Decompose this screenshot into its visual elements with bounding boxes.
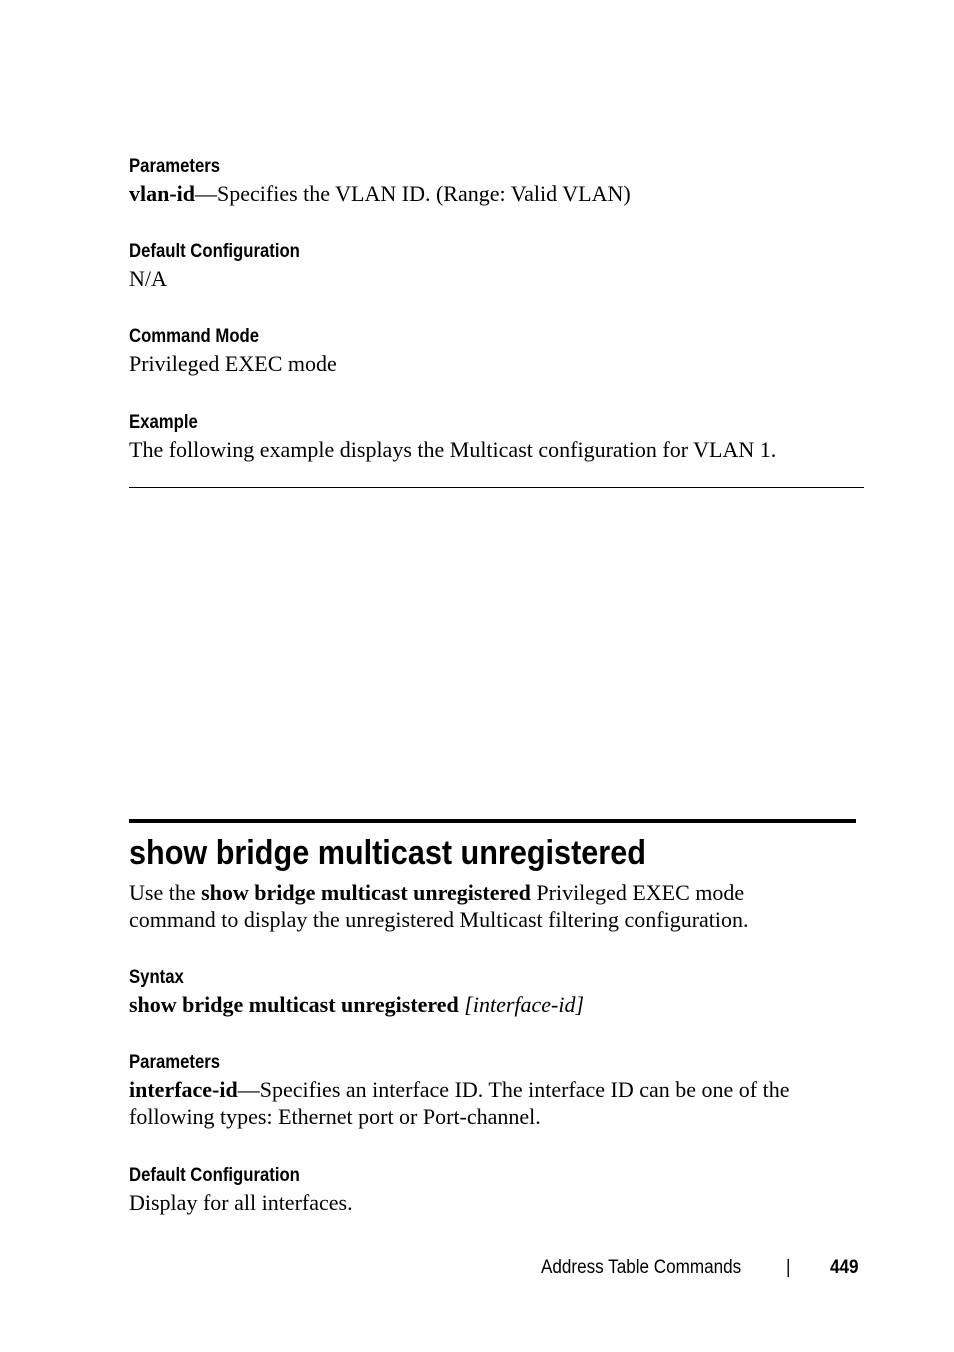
default-configuration-text: N/A [129,266,167,291]
example-divider [129,487,864,488]
parameter-name: vlan-id [129,181,196,206]
intro-command: show bridge multicast unregistered [201,880,531,905]
section-default-heading: Default Configuration [129,1165,300,1186]
default-configuration-heading: Default Configuration [129,241,300,262]
syntax-heading: Syntax [129,967,184,988]
section-top-rule [129,819,856,823]
section-default-text: Display for all interfaces. [129,1190,353,1215]
section-parameters-heading: Parameters [129,1052,221,1073]
section-title: show bridge multicast unregistered [129,834,646,872]
parameter-description: —Specifies the VLAN ID. (Range: Valid VLAN) [195,181,631,206]
parameters-heading: Parameters [129,156,221,177]
section-parameter-line2: following types: Ethernet port or Port-channel. [129,1104,541,1129]
footer-separator: | [786,1257,791,1278]
syntax-line [129,991,584,1018]
section-parameter-description: —Specifies an interface ID. The interface ID can be one of the [237,1077,790,1102]
intro-prefix: Use the [129,880,202,905]
section-intro-line1 [129,879,744,906]
section-parameter-line1 [129,1076,790,1103]
command-mode-heading: Command Mode [129,326,260,347]
section-parameter-name: interface-id [129,1077,238,1102]
parameter-line [129,180,631,207]
command-mode-text: Privileged EXEC mode [129,351,337,376]
footer-chapter: Address Table Commands [541,1257,742,1278]
footer-page-number: 449 [830,1257,859,1278]
example-text: The following example displays the Multicast configuration for VLAN 1. [129,437,777,462]
section-intro-line2: command to display the unregistered Multicast filtering configuration. [129,907,749,932]
example-heading: Example [129,412,198,433]
syntax-argument: [interface-id] [464,992,585,1017]
intro-suffix: Privileged EXEC mode [530,880,745,905]
syntax-command: show bridge multicast unregistered [129,992,459,1017]
